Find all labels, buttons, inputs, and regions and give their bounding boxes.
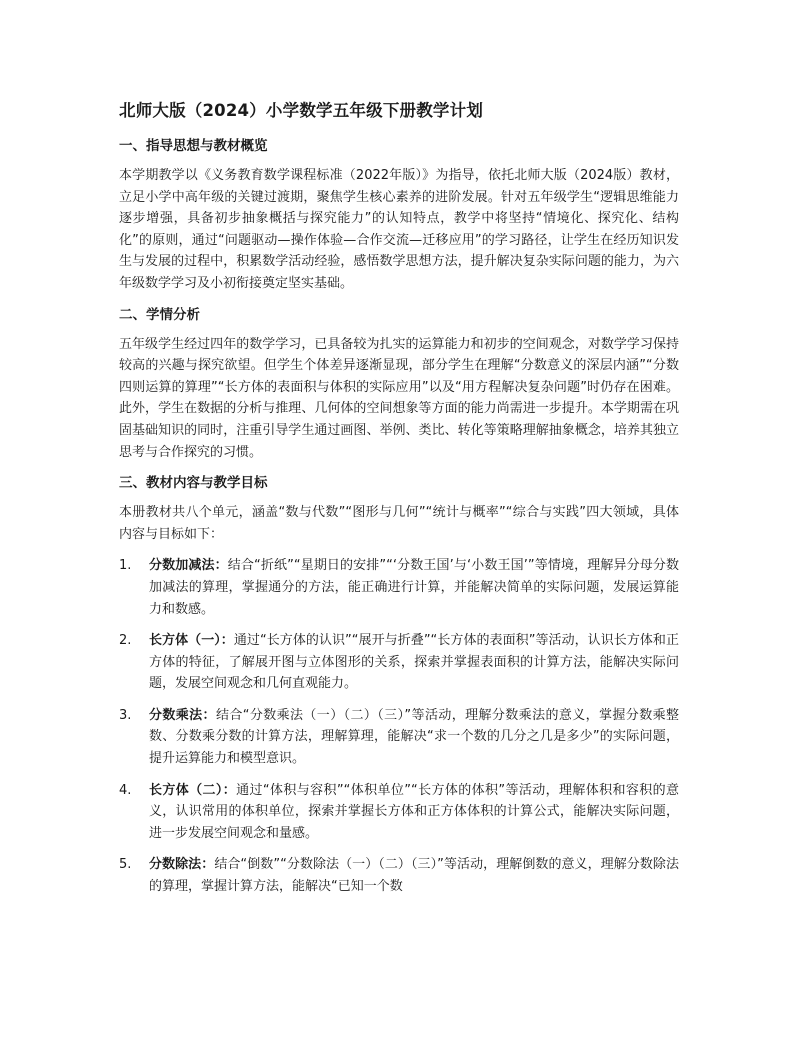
list-number: 4. <box>119 782 132 798</box>
unit-list <box>119 555 679 897</box>
section-paragraph: 五年级学生经过四年的数学学习，已具备较为扎实的运算能力和初步的空间观念，对数学学习保持较高的兴趣与探究欲望。但学生个体差异逐渐显现，部分学生在理解“分数意义的深层内涵”“分数四则运算的算理”“长方体的表面积与体积的实际应用”以及“用方程解决复杂问题”时仍存在困难。此外，学生在数据的分析与推理、几何体的空间想象等方面的能力尚需进一步提升。本学期需在巩固基础知识的同时，注重引导学生通过画图、举例、类比、转化等策略理解抽象概念，培养其独立思考与合作探究的习惯。 <box>119 336 679 460</box>
document-page <box>119 100 679 908</box>
unit-name: 分数除法： <box>149 857 215 873</box>
section-paragraph: 本学期教学以《义务教育数学课程标准（2022年版）》为指导，依托北师大版（2024版）教材，立足小学中高年级的关键过渡期，聚焦学生核心素养的进阶发展。针对五年级学生“逻辑思维能力逐步增强，具备初步抽象概括与探究能力”的认知特点，教学中将坚持“情境化、探究化、结构化”的原则，通过“问题驱动—操作体验—合作交流—迁移应用”的学习路径，让学生在经历知识发生与发展的过程中，积累数学活动经验，感悟数学思想方法，提升解决复杂实际问题的能力，为六年级数学学习及小初衔接奠定坚实基础。 <box>119 168 679 291</box>
unit-description: 结合“折纸”“星期日的安排”“‘分数王国’与‘小数王国’”等情境，理解异分母分数加减法的算理，掌握通分的方法，能正确进行计算，并能解决简单的实际问题，发展运算能力和数感。 <box>149 558 679 617</box>
section-student-analysis <box>119 305 679 464</box>
section-heading: 三、教材内容与教学目标 <box>119 475 268 492</box>
section-heading: 二、学情分析 <box>119 306 200 323</box>
unit-name: 长方体（一）： <box>149 633 234 649</box>
list-item <box>119 630 679 695</box>
list-item <box>119 555 679 620</box>
list-number: 3. <box>119 707 132 723</box>
list-item <box>119 705 679 770</box>
list-number: 1. <box>119 558 132 574</box>
list-body <box>149 555 679 620</box>
list-body <box>149 705 679 770</box>
section-guiding-ideas <box>119 136 679 295</box>
unit-description: 结合“分数乘法（一）（二）（三）”等活动，理解分数乘法的意义，掌握分数乘整数、分数乘分数的计算方法，理解算理，能解决“求一个数的几分之几是多少”的实际问题，提升运算能力和模型意识。 <box>149 707 679 767</box>
unit-description: 结合“倒数”“分数除法（一）（二）（三）”等活动，理解倒数的意义，理解分数除法的算理，掌握计算方法，能解决“已知一个数 <box>149 857 679 895</box>
unit-name: 分数加减法： <box>149 558 228 574</box>
unit-description: 通过“体积与容积”“体积单位”“长方体的体积”等活动，理解体积和容积的意义，认识常用的体积单位，探索并掌握长方体和正方体体积的计算公式，能解决实际问题，进一步发展空间观念和量感。 <box>149 782 679 841</box>
list-body <box>149 630 679 695</box>
list-number: 5. <box>119 857 132 873</box>
unit-description: 通过“长方体的认识”“展开与折叠”“长方体的表面积”等活动，认识长方体和正方体的特征，了解展开图与立体图形的关系，探索并掌握表面积的计算方法，能解决实际问题，发展空间观念和几何直观能力。 <box>149 633 679 692</box>
list-item <box>119 854 679 897</box>
section-content-goals <box>119 473 679 898</box>
list-body <box>149 854 679 897</box>
list-item <box>119 780 679 845</box>
document-title: 北师大版（2024）小学数学五年级下册教学计划 <box>119 101 484 120</box>
list-number: 2. <box>119 633 132 649</box>
unit-name: 长方体（二）： <box>149 782 237 798</box>
list-body <box>149 780 679 845</box>
section-heading: 一、指导思想与教材概览 <box>119 138 268 154</box>
unit-name: 分数乘法： <box>149 707 216 723</box>
section-paragraph: 本册教材共八个单元，涵盖“数与代数”“图形与几何”“统计与概率”“综合与实践”四大领域，具体内容与目标如下： <box>119 505 679 542</box>
